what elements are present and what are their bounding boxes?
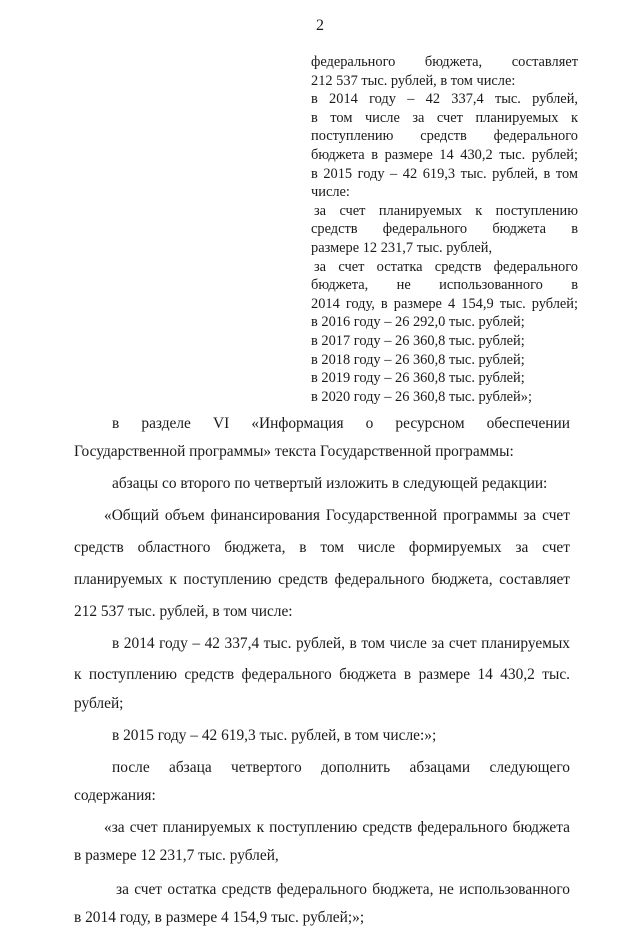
column-line: за счет планируемых к поступлению xyxy=(314,202,578,219)
column-line: числе: xyxy=(311,184,350,201)
body-line: за счет остатка средств федерального бюджета, не использованного xyxy=(116,881,570,898)
column-line: 2014 году, в размере 4 154,9 тыс. рублей; xyxy=(311,295,578,312)
column-line: в 2014 году – 42 337,4 тыс. рублей, xyxy=(311,91,578,108)
body-line: средств областного бюджета, в том числе формируемых за счет xyxy=(74,539,570,556)
body-line: в размере 12 231,7 тыс. рублей, xyxy=(74,847,279,864)
body-line: «Общий объем финансирования Государственной программы за счет xyxy=(104,507,570,524)
column-line: бюджета, не использованного в xyxy=(311,277,578,294)
body-line: «за счет планируемых к поступлению средств федерального бюджета xyxy=(104,819,570,836)
column-line: в 2020 году – 26 360,8 тыс. рублей»; xyxy=(311,388,532,405)
body-line: 212 537 тыс. рублей, в том числе: xyxy=(74,603,293,620)
column-line: в том числе за счет планируемых к xyxy=(311,109,578,126)
column-line: 212 537 тыс. рублей, в том числе: xyxy=(311,72,516,89)
column-line: в 2018 году – 26 360,8 тыс. рублей; xyxy=(311,351,525,368)
column-line: за счет остатка средств федерального xyxy=(314,258,578,275)
column-line: средств федерального бюджета в xyxy=(311,221,578,238)
body-line: рублей; xyxy=(74,695,124,712)
document-body xyxy=(74,410,570,932)
column-line: в 2015 году – 42 619,3 тыс. рублей, в том xyxy=(311,165,578,182)
body-line: к поступлению средств федерального бюджета в размере 14 430,2 тыс. xyxy=(74,666,570,683)
body-line: абзацы со второго по четвертый изложить в следующей редакции: xyxy=(112,475,548,492)
column-line: в 2016 году – 26 292,0 тыс. рублей; xyxy=(311,314,525,331)
body-line: в разделе VI «Информация о ресурсном обеспечении xyxy=(112,415,570,432)
page-number: 2 xyxy=(316,17,324,34)
budget-column xyxy=(311,53,578,406)
column-line: федерального бюджета, составляет xyxy=(311,54,578,70)
column-line: бюджета в размере 14 430,2 тыс. рублей; xyxy=(311,146,578,163)
column-line: в 2019 году – 26 360,8 тыс. рублей; xyxy=(311,370,525,387)
column-line: в 2017 году – 26 360,8 тыс. рублей; xyxy=(311,332,525,349)
body-line: планируемых к поступлению средств федерального бюджета, составляет xyxy=(74,571,570,588)
body-line: в 2014 году – 42 337,4 тыс. рублей, в том числе за счет планируемых xyxy=(112,635,570,652)
body-line: после абзаца четвертого дополнить абзацами следующего xyxy=(112,759,570,776)
body-line: Государственной программы» текста Государственной программы: xyxy=(74,443,514,460)
body-line: содержания: xyxy=(74,787,156,804)
body-line: в 2015 году – 42 619,3 тыс. рублей, в том числе:»; xyxy=(112,727,437,744)
column-line: поступлению средств федерального xyxy=(311,128,578,145)
body-line: в 2014 году, в размере 4 154,9 тыс. рублей;»; xyxy=(74,909,365,926)
column-line: размере 12 231,7 тыс. рублей, xyxy=(311,239,493,256)
